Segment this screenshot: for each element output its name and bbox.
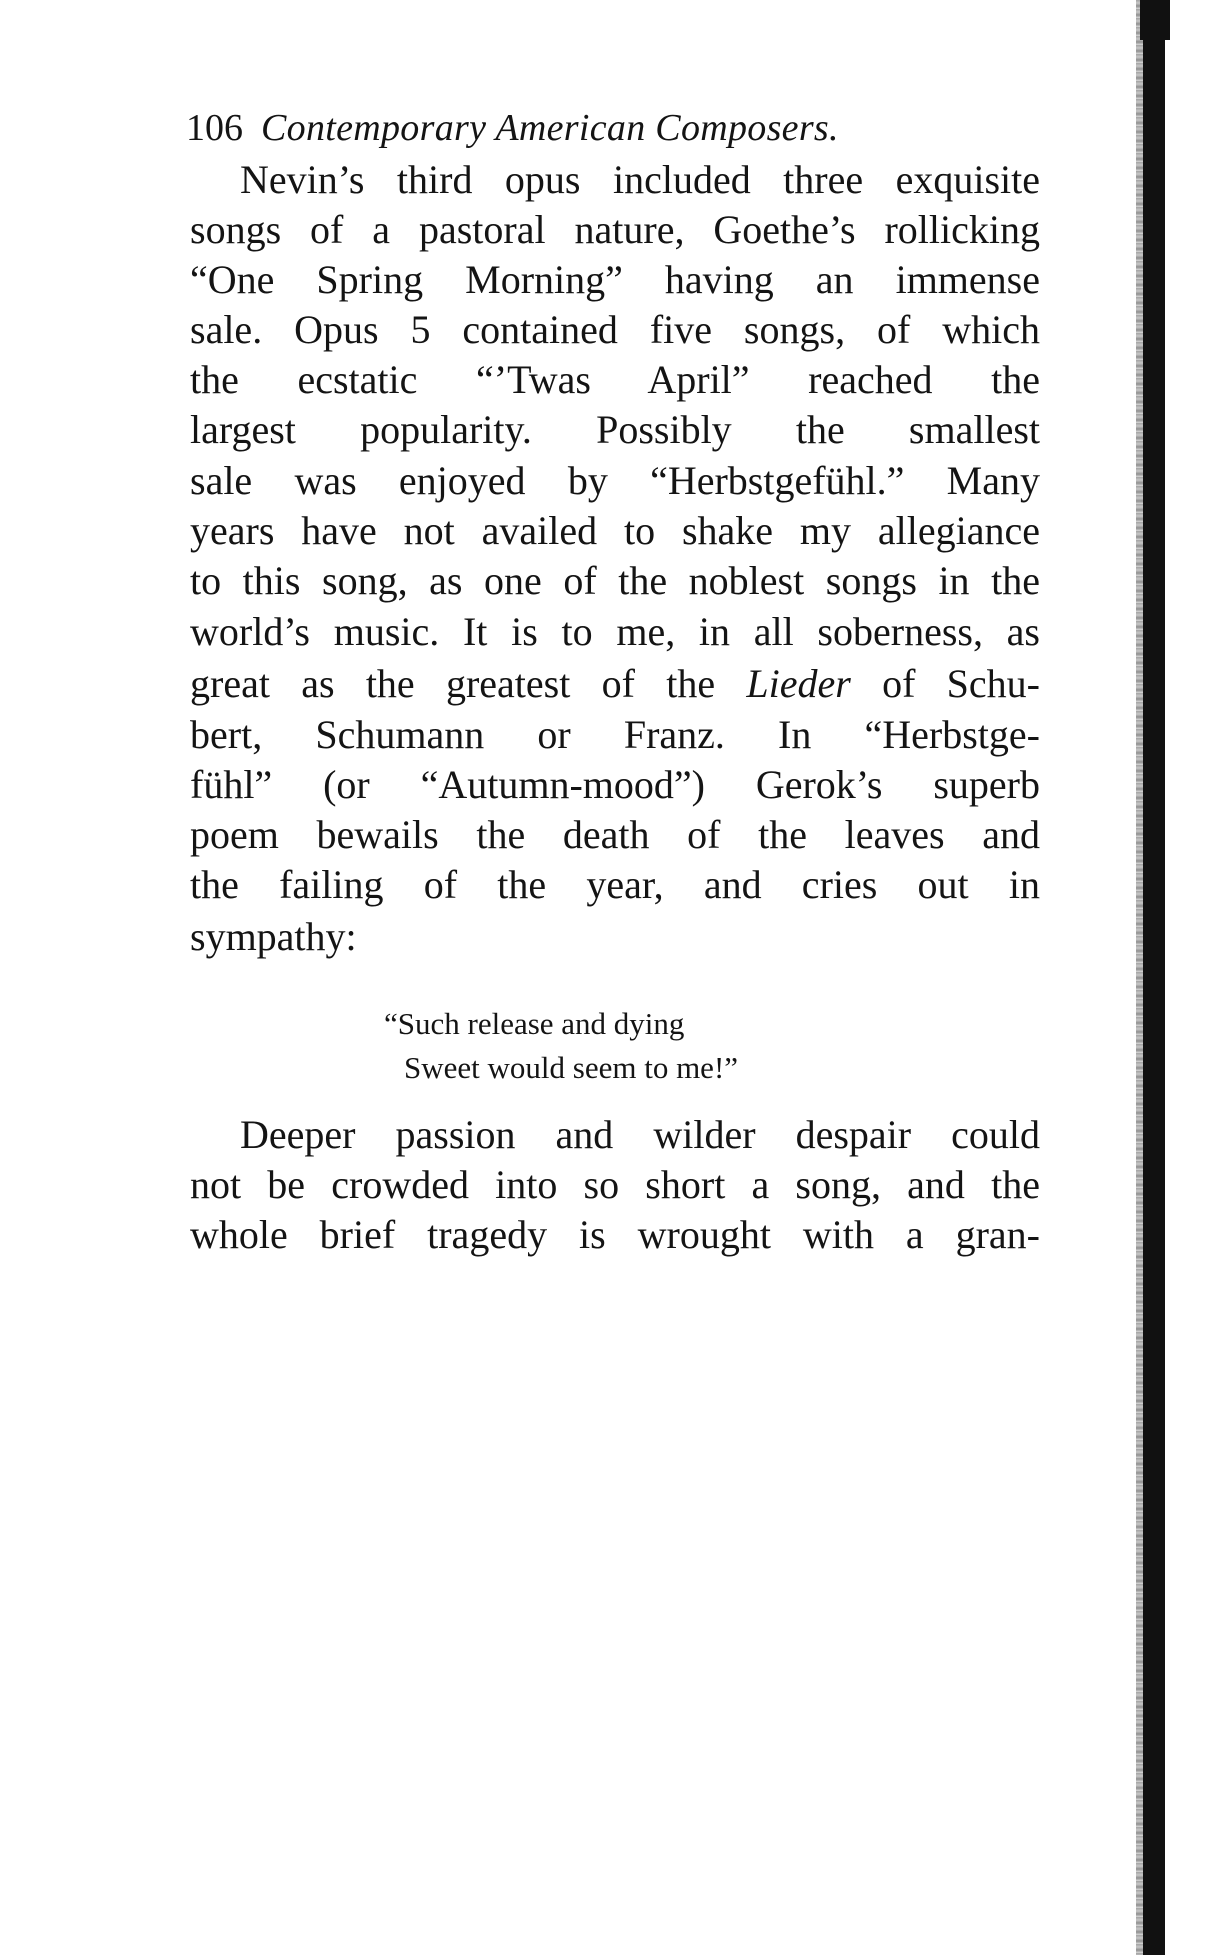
text-segment: of Schu- <box>850 661 1040 706</box>
text-line: world’s music. It is to me, in all soberness, as <box>190 609 1040 654</box>
text-line: the failing of the year, and cries out in <box>190 862 1040 907</box>
text-line: Deeper passion and wilder despair could <box>240 1112 1040 1157</box>
running-title: Contemporary American Composers. <box>261 107 839 149</box>
text-line: to this song, as one of the noblest songs in the <box>190 558 1040 603</box>
text-line: not be crowded into so short a song, and the <box>190 1162 1040 1207</box>
text-segment: great as the greatest of the <box>190 661 747 706</box>
text-line: songs of a pastoral nature, Goethe’s rollicking <box>190 207 1040 252</box>
text-line: Nevin’s third opus included three exquisite <box>240 157 1040 202</box>
verse-line: “Such release and dying <box>384 1006 685 1041</box>
text-line: bert, Schumann or Franz. In “Herbstge- <box>190 712 1040 757</box>
running-header <box>186 104 839 152</box>
text-line: sympathy: <box>190 914 357 959</box>
text-line: “One Spring Morning” having an immense <box>190 257 1040 302</box>
book-spine-top <box>1140 0 1170 40</box>
text-line: sale was enjoyed by “Herbstgefühl.” Many <box>190 458 1040 503</box>
text-line: fühl” (or “Autumn-mood”) Gerok’s superb <box>190 762 1040 807</box>
text-line: sale. Opus 5 contained five songs, of which <box>190 307 1040 352</box>
text-line-with-italic <box>190 659 1040 709</box>
text-line: the ecstatic “’Twas April” reached the <box>190 357 1040 402</box>
text-line: whole brief tragedy is wrought with a gran- <box>190 1212 1040 1257</box>
text-line: years have not availed to shake my allegiance <box>190 508 1040 553</box>
text-line: poem bewails the death of the leaves and <box>190 812 1040 857</box>
page-number: 106 <box>186 107 243 149</box>
italic-word: Lieder <box>746 661 851 706</box>
book-spine-shadow <box>1143 0 1165 1955</box>
text-line: largest popularity. Possibly the smallest <box>190 407 1040 452</box>
verse-line: Sweet would seem to me!” <box>404 1050 739 1085</box>
